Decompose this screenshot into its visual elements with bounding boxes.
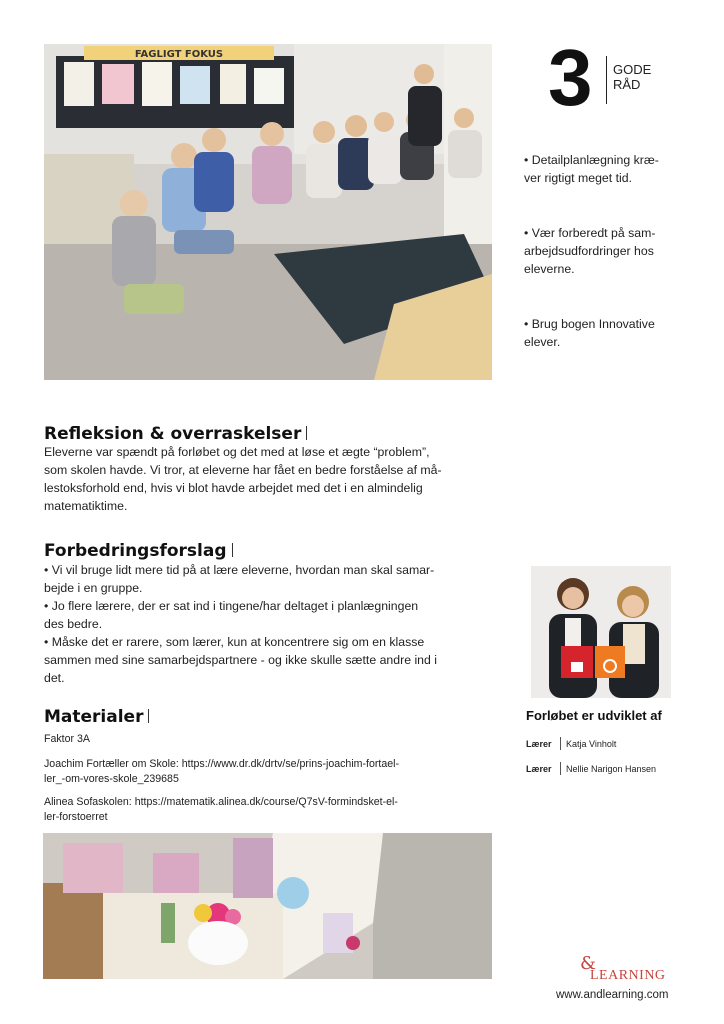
materials-heading-text: Materialer [44,707,144,727]
materials-line[interactable]: ler_-om-vores-skole_239685 [44,773,179,785]
tips-label-line1: GODE [613,62,652,77]
text-line: som skolen havde. Vi tror, at eleverne har fået en bedre forståelse af må- [44,463,442,477]
materials-item [44,795,484,825]
text-line: • Jo flere lærere, der er sat ind i tingene/har deltaget i planlægningen [44,599,419,613]
text-line: det. [44,671,65,685]
credit-row [526,737,616,750]
tip-line: eleverne. [524,262,575,276]
credit-name: Katja Vinholt [566,739,617,749]
reflection-text [44,443,494,515]
reflection-heading-text: Refleksion & overraskelser [44,424,302,444]
model-photo [43,833,492,979]
credit-divider [560,762,561,775]
materials-item [44,757,484,787]
logo-ampersand: & [580,953,597,974]
logo-text: LEARNING [590,968,666,982]
tip-line: elever. [524,335,561,349]
materials-line[interactable]: ler-forstoerret [44,811,108,823]
tip-line: • Brug bogen Innovative [524,317,655,331]
materials-item: Faktor 3A [44,733,90,745]
tip-item [524,315,684,351]
tip-line: arbejdsudfordringer hos [524,244,654,258]
text-line: sammen med sine samarbejdspartnere - og ikke skulle sætte andre ind i [44,653,438,667]
materials-line[interactable]: Alinea Sofaskolen: https://matematik.alinea.dk/course/Q7sV-formindsket-el- [44,796,398,808]
text-line: • Måske det er rarere, som lærer, kun at koncentrere sig om en klasse [44,635,425,649]
tip-line: ver rigtigt meget tid. [524,171,632,185]
model-illustration [43,833,492,979]
classroom-illustration [44,44,492,380]
classroom-photo [44,44,492,380]
materials-heading [44,707,149,727]
text-line: Eleverne var spændt på forløbet og det med at løse et ægte “problem”, [44,445,430,459]
text-line: lestoksforhold end, hvis vi blot havde arbejdet med det i en almindelig [44,481,423,495]
tips-divider [606,56,607,104]
tip-item [524,224,684,278]
heading-bar [148,709,149,723]
tip-line: • Vær forberedt på sam- [524,226,656,240]
improvements-text [44,561,494,687]
tips-label [613,62,651,92]
heading-bar [232,543,233,557]
tips-number: 3 [548,33,591,122]
website-link[interactable]: www.andlearning.com [556,989,669,1001]
credit-role: Lærer [526,739,552,749]
text-line: • Vi vil bruge lidt mere tid på at lære eleverne, hvordan man skal samar- [44,563,435,577]
credit-divider [560,737,561,750]
text-line: matematiktime. [44,499,128,513]
text-line: bejde i en gruppe. [44,581,143,595]
classroom-banner-text: FAGLIGT FOKUS [134,49,224,60]
text-line: des bedre. [44,617,103,631]
reflection-heading [44,424,307,444]
teachers-photo [531,566,671,698]
credits-title: Forløbet er udviklet af [526,708,662,723]
improvements-heading [44,541,233,561]
tip-line: • Detailplanlægning kræ- [524,153,659,167]
tip-item [524,151,684,187]
improvements-heading-text: Forbedringsforslag [44,541,227,561]
heading-bar [306,426,307,440]
tips-label-line2: RÅD [613,77,641,92]
credit-row [526,762,656,775]
andlearning-logo [580,952,682,982]
teachers-illustration [531,566,671,698]
credit-role: Lærer [526,764,552,774]
materials-line[interactable]: Joachim Fortæller om Skole: https://www.dr.dk/drtv/se/prins-joachim-fortael- [44,758,400,770]
credit-name: Nellie Narigon Hansen [566,764,657,774]
